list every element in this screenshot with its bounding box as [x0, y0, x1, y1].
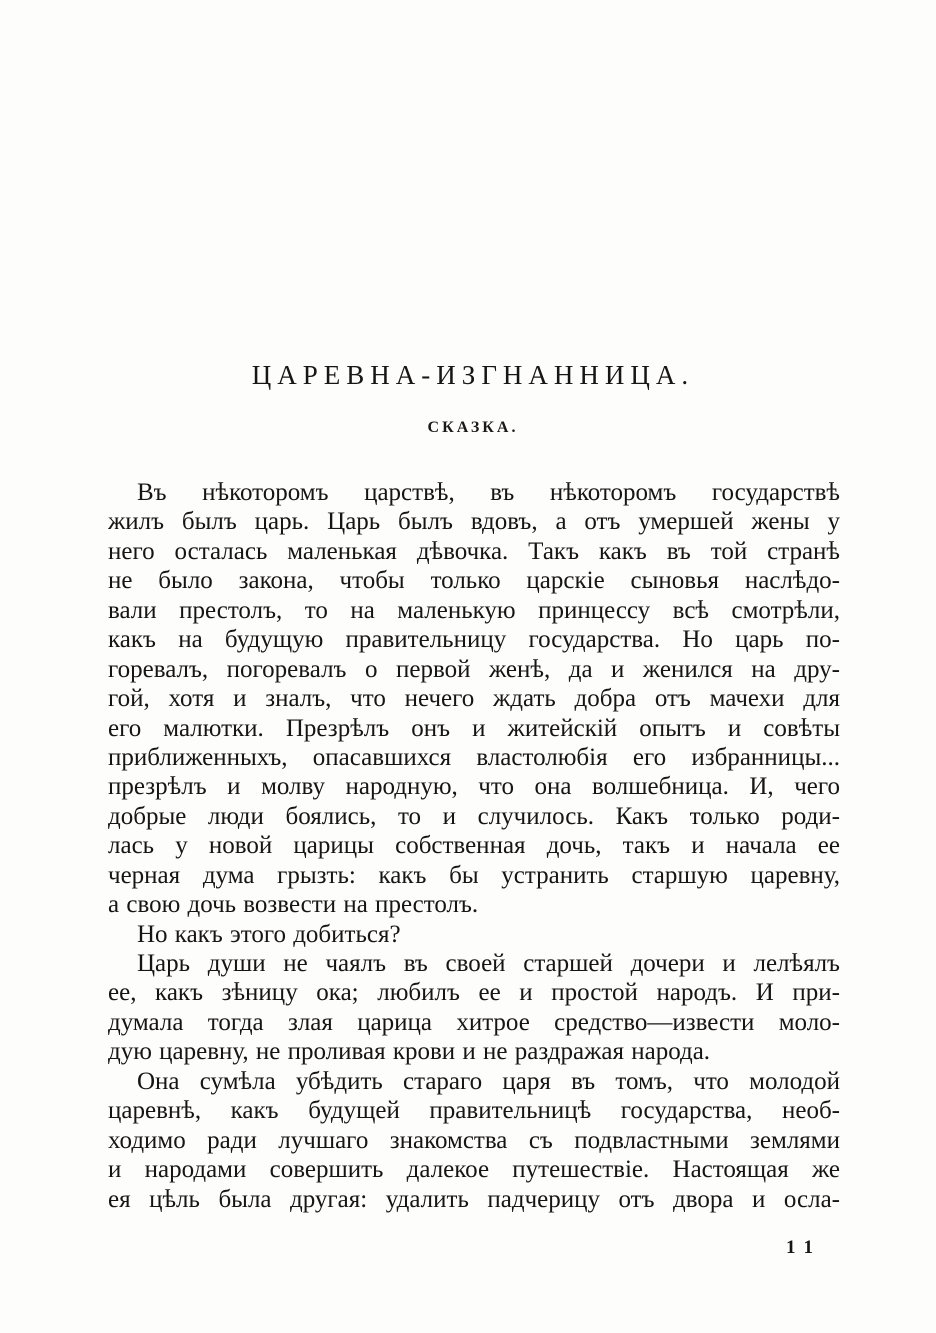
- text-line: ее, какъ зѣницу ока; любилъ ее и простой народъ. И при-: [108, 979, 840, 1007]
- text-line: жилъ былъ царь. Царь былъ вдовъ, а отъ умершей жены у: [108, 508, 840, 536]
- text-line: Царь души не чаялъ въ своей старшей дочери и лелѣялъ: [137, 950, 840, 977]
- page-subtitle: СКАЗКА.: [427, 419, 519, 436]
- text-line: лась у новой царицы собственная дочь, такъ и начала ее: [108, 832, 840, 860]
- text-line: какъ на будущую правительницу государства. Но царь по-: [108, 626, 840, 654]
- text-line: добрые люди боялись, то и случилось. Какъ только роди-: [108, 802, 840, 830]
- text-line: Но какъ этого добиться?: [137, 920, 401, 948]
- page-title: ЦАРЕВНА-ИЗГНАННИЦА.: [251, 360, 695, 390]
- text-line: Она сумѣла убѣдить стараго царя въ томъ, что молодой: [137, 1067, 840, 1095]
- text-line: черная дума грызть: какъ бы устранить старшую царевну,: [108, 861, 840, 889]
- text-line: Въ нѣкоторомъ царствѣ, въ нѣкоторомъ государствѣ: [137, 479, 840, 506]
- text-line: ходимо ради лучшаго знакомства съ подвластными землями: [108, 1126, 840, 1154]
- text-line: горевалъ, погоревалъ о первой женѣ, да и женился на дру-: [108, 655, 840, 683]
- text-line: ея цѣль была другая: удалить падчерицу отъ двора и осла-: [108, 1185, 840, 1213]
- text-line: гой, хотя и зналъ, что нечего ждать добра отъ мачехи для: [108, 685, 840, 713]
- text-line: а свою дочь возвести на престолъ.: [108, 891, 479, 919]
- text-line: думала тогда злая царица хитрое средство—извести моло-: [108, 1008, 840, 1036]
- text-line: царевнѣ, какъ будущей правительницѣ государства, необ-: [108, 1097, 840, 1125]
- text-line: него осталась маленькая дѣвочка. Такъ какъ въ той странѣ: [108, 537, 840, 565]
- text-line: и народами совершить далекое путешествіе. Настоящая же: [108, 1156, 840, 1184]
- page-number: 11: [786, 1237, 822, 1258]
- text-line: презрѣлъ и молву народную, что она волшебница. И, чего: [108, 773, 840, 801]
- text-line: приближенныхъ, опасавшихся властолюбія его избранницы...: [108, 743, 840, 771]
- text-line: его малютки. Презрѣлъ онъ и житейскій опытъ и совѣты: [108, 714, 840, 742]
- text-line: не было закона, чтобы только царскіе сыновья наслѣдо-: [108, 567, 840, 595]
- body-text: [108, 478, 840, 1214]
- text-line: дую царевну, не проливая крови и не раздражая народа.: [108, 1038, 711, 1066]
- text-line: вали престолъ, то на маленькую принцессу всѣ смотрѣли,: [108, 596, 840, 624]
